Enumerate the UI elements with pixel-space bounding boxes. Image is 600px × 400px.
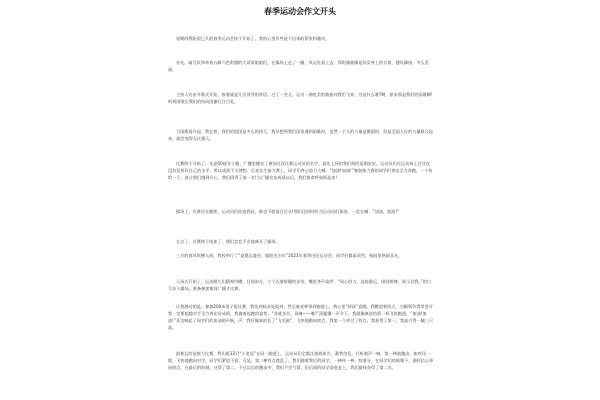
document-page [150, 0, 450, 400]
paragraph: 比赛终于开始了，先是60迷女子跑，广播里播音了参加这次比赛运动员的名字，最先上场的我们班的是刚安宏，运动员们在运动场上过这次没有发挥好自己的水平，所以成绩不太理想。后来女生接力赛上，同学们齐心协力大喊：“加油!加油!”参加接力赛的同学们拿出全力奔跑，一个传给一个，真让我们感到开心，我们班得了第一名!当广播宣布成绩以后，我们都欢呼雀跃起来! [168, 161, 433, 181]
paragraph: 当国歌再升起，我在想，我们的祖国是多么的伟大，我早想到我们国家遇到困难时，虽然一个人的力量是微弱的，但是全国人民的力量联合起来，就会变得无比强大。 [168, 129, 433, 142]
paragraph: 操场上，比赛还在继续，运动员们你追我赶，谁也不愿落在后头!我们还时时的为运动员们加油，一直在喊：“加油，加油!” [176, 209, 400, 214]
paragraph: 主持人宣布开幕式开始，接着就是几位领导的讲话，过了一会儿，运动一曲优美的歌曲向我们飞来，这是什么歌?啊，原来那是我们的国歌啊!听到国歌后我们的纷向国旗行注目礼。 [168, 92, 433, 105]
paragraph: 让我激动的是，参加200米男子组比赛，我先到检录处报到，然后被老师领到跑道上，我心里“砰砰”直跳。我眺望着终点，为顺利争得荣誉可我一定要超越对手全力奔出好成绩，我做着起跑的姿势，“各就各位，预备——啪!”清脆爆一声令下，我就像离弦的箭一样飞快跑道，“加油!加油!”耳边响起了同学们的加油助声响，声，我好像真的长了“飞毛腿”，飞快地跑向终点，我第一个冲过了终点，我获得了第一，我高兴得一蹦三尺高。 [168, 304, 434, 331]
paragraph: 入场式开始了，运动健儿们精神抖擞，目视前方，个个迈着矫健的步伐，嘴里齐声高呼：“同心协力，直接奥运，团结拼搏，展示自我。”的口号步入操场，准备参加集体广播才比赛。 [168, 279, 432, 292]
paragraph: 星期四我盼望已久的春季运动会终于开始了。我的心里有些说不出来的紧张和激动。 [176, 36, 330, 41]
paragraph: 首先，敲号队和举着五颜六色彩旗的大哥哥姐姐们，在操场上走了一圈，风远处看上去，那彩旗就像是仙女身上的衣裙，随风飘扬，多么美丽。 [168, 60, 429, 73]
paragraph: 最难忘的是接力比赛，我们班32只“小老虎”在同一跑道上，运动员们全都注视着前方，蓄势待发。只听哨声一响，第一棒就跑出，如疾风一般，飞快地跑向对手，同学们紧追不放，可是，第二棒有点慌乱了。我们随着我后的同学，一棒传一棒，咬着牙，在同学们的鼓舞下，满怀信心冲向终点，在最后的时刻，这得了第二，不过以后的跑步中，我们不会气馁，但后面的同学奋进赶上，我们最终获得了第二名。 [168, 351, 434, 371]
paragraph: 五点了，比赛终于结束了，我们恋恋不舍地离开了操场。 [176, 239, 280, 244]
paragraph: 三月的春风吹拂人间，我校举行了“迎奥运盛会、做阳光少年”2021年春季田径运动会，同学们都高采烈，校园里热闹非凡。 [176, 253, 403, 258]
document-title: 春季运动会作文开头 [264, 7, 336, 16]
